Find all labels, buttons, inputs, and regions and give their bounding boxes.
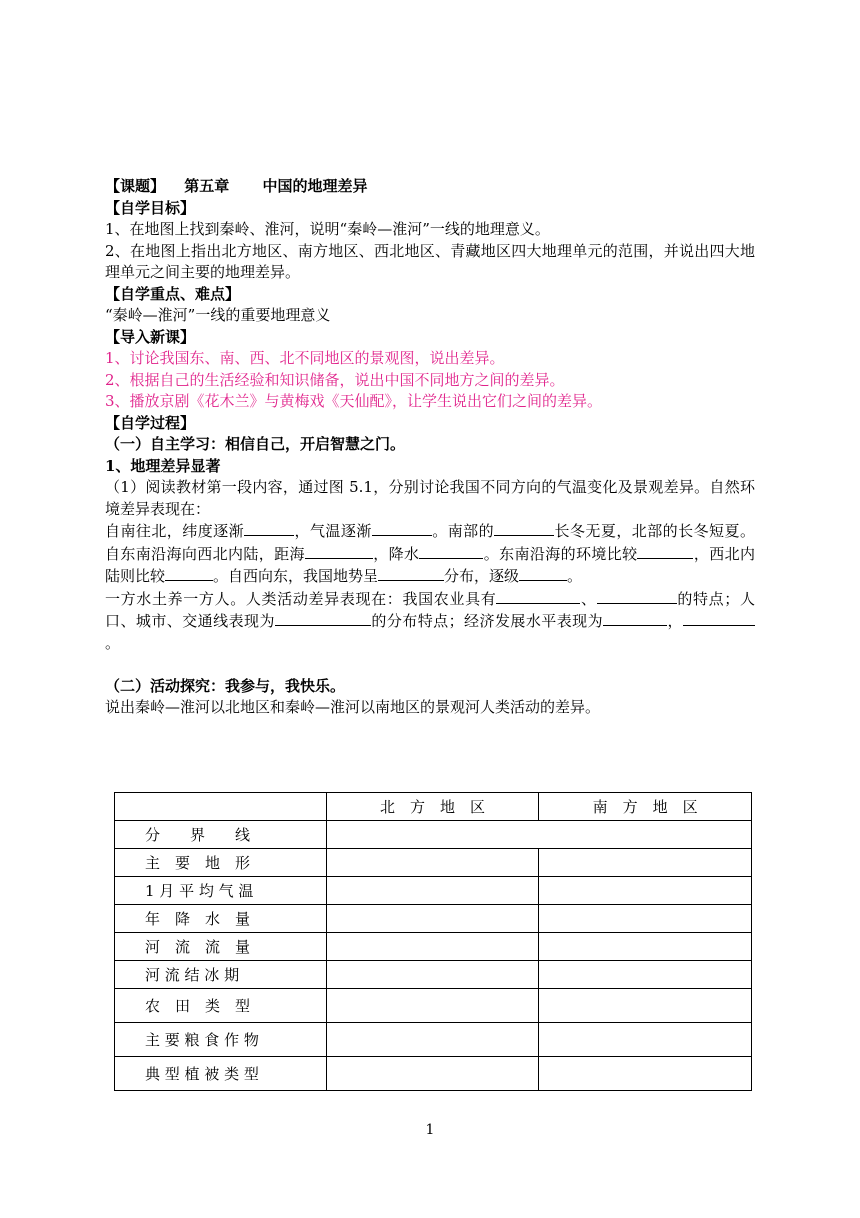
row-label: 农 田 类 型	[115, 989, 327, 1023]
answer-cell[interactable]	[539, 1057, 752, 1091]
fill-blank[interactable]	[597, 588, 677, 604]
answer-cell[interactable]	[539, 849, 752, 877]
answer-cell[interactable]	[326, 1023, 539, 1057]
fill-blank[interactable]	[378, 565, 444, 581]
row-label: 典 型 植 被 类 型	[115, 1057, 327, 1091]
goal-item: 1、在地图上找到秦岭、淮河，说明“秦岭—淮河”一线的地理意义。	[105, 220, 550, 238]
fill-blank[interactable]	[372, 520, 432, 536]
nature-text: 。东南沿海的环境比较	[483, 544, 638, 563]
row-label: 1 月 平 均 气 温	[115, 877, 327, 905]
row-label: 河 流 结 冰 期	[115, 961, 327, 989]
row-label: 年 降 水 量	[115, 905, 327, 933]
table-row	[115, 989, 752, 1023]
fill-blank[interactable]	[683, 610, 755, 626]
human-paragraph	[105, 588, 755, 655]
row-label: 分 界 线	[115, 821, 327, 849]
table-row	[115, 849, 752, 877]
answer-cell[interactable]	[326, 1057, 539, 1091]
activity-task: 说出秦岭—淮河以北地区和秦岭—淮河以南地区的景观河人类活动的差异。	[105, 698, 601, 716]
nature-paragraph	[105, 520, 755, 588]
answer-cell[interactable]	[539, 877, 752, 905]
table-header-row	[115, 793, 752, 821]
intro-heading: 【导入新课】	[105, 327, 196, 346]
fill-blank[interactable]	[305, 543, 373, 559]
fill-blank[interactable]	[637, 543, 693, 559]
fill-blank[interactable]	[519, 565, 567, 581]
part2-heading: （二）活动探究：我参与，我快乐。	[105, 676, 346, 695]
fill-blank[interactable]	[244, 520, 294, 536]
table-row	[115, 821, 752, 849]
answer-cell[interactable]	[539, 933, 752, 961]
answer-cell[interactable]	[539, 905, 752, 933]
comparison-table	[114, 792, 752, 1091]
intro-item: 1、讨论我国东、南、西、北不同地区的景观图，说出差异。	[105, 349, 505, 367]
nature-text: ，降水	[372, 544, 420, 563]
table-row	[115, 961, 752, 989]
fill-blank[interactable]	[165, 565, 213, 581]
human-text: ，	[667, 612, 683, 630]
header-south: 南 方 地 区	[539, 793, 752, 821]
intro-item: 3、播放京剧《花木兰》与黄梅戏《天仙配》，让学生说出它们之间的差异。	[105, 392, 603, 410]
nature-text: ，气温逐渐	[294, 522, 372, 540]
answer-cell[interactable]	[539, 989, 752, 1023]
table-row	[115, 1057, 752, 1091]
intro-item: 2、根据自己的生活经验和知识储备，说出中国不同地方之间的差异。	[105, 370, 565, 389]
answer-cell[interactable]	[326, 961, 539, 989]
fill-blank[interactable]	[603, 610, 667, 626]
table-row	[115, 1023, 752, 1057]
section1-heading: 1、地理差异显著	[105, 456, 221, 475]
row-label: 河 流 流 量	[115, 933, 327, 961]
answer-cell[interactable]	[326, 877, 539, 905]
fill-blank[interactable]	[275, 610, 371, 626]
answer-cell[interactable]	[326, 849, 539, 877]
focus-text: “秦岭—淮河”一线的重要地理意义	[105, 306, 331, 324]
fill-blank[interactable]	[494, 520, 554, 536]
table-row	[115, 933, 752, 961]
nature-text: 自南往北，纬度逐渐	[105, 522, 245, 540]
table-corner-cell	[115, 793, 327, 821]
table-row	[115, 877, 752, 905]
human-text: 的分布特点；经济发展水平表现为	[370, 612, 604, 630]
page-number: 1	[425, 1122, 435, 1138]
fill-blank[interactable]	[496, 588, 580, 604]
human-text: 一方水土养一方人。人类活动差异表现在：我国农业具有	[105, 589, 497, 608]
goals-heading: 【自学目标】	[105, 198, 196, 217]
nature-text: 长冬无夏，北部的长冬短夏。自东南沿海向西北内陆，距海	[105, 522, 755, 563]
part1-heading: （一）自主学习：相信自己，开启智慧之门。	[105, 435, 406, 453]
goal-item: 2、在地图上指出北方地区、南方地区、西北地区、青藏地区四大地理单元的范围，并说出四大地理单元之间主要的地理差异。	[105, 241, 755, 281]
nature-text: 。自西向东，我国地势呈	[213, 567, 379, 585]
header-north: 北 方 地 区	[326, 793, 539, 821]
answer-cell[interactable]	[539, 961, 752, 989]
row-label: 主 要 粮 食 作 物	[115, 1023, 327, 1057]
nature-text: 。南部的	[431, 522, 495, 540]
human-text: 的特点；人口、城市、交通线表现为	[105, 589, 755, 630]
reading-instruction: （1）阅读教材第一段内容，通过图 5.1，分别讨论我国不同方向的气温变化及景观差异。自然环境差异表现在：	[105, 478, 755, 518]
table-row	[115, 905, 752, 933]
answer-cell[interactable]	[326, 989, 539, 1023]
nature-text: 分布，逐级	[444, 567, 520, 585]
focus-heading: 【自学重点、难点】	[105, 284, 241, 303]
document-body	[105, 176, 755, 719]
chapter-name: 第五章	[184, 177, 230, 195]
answer-cell[interactable]	[539, 1023, 752, 1057]
lesson-title	[105, 176, 755, 198]
human-text: 。	[105, 633, 121, 652]
answer-cell[interactable]	[326, 821, 751, 849]
fill-blank[interactable]	[419, 543, 483, 559]
answer-cell[interactable]	[326, 905, 539, 933]
row-label: 主 要 地 形	[115, 849, 327, 877]
topic-name: 中国的地理差异	[262, 177, 368, 195]
nature-text: ，西北内陆则比较	[105, 544, 755, 585]
answer-cell[interactable]	[326, 933, 539, 961]
process-heading: 【自学过程】	[105, 413, 196, 432]
human-text: 、	[580, 589, 597, 608]
title-label: 【课题】	[105, 177, 166, 195]
nature-text: 。	[567, 567, 583, 585]
